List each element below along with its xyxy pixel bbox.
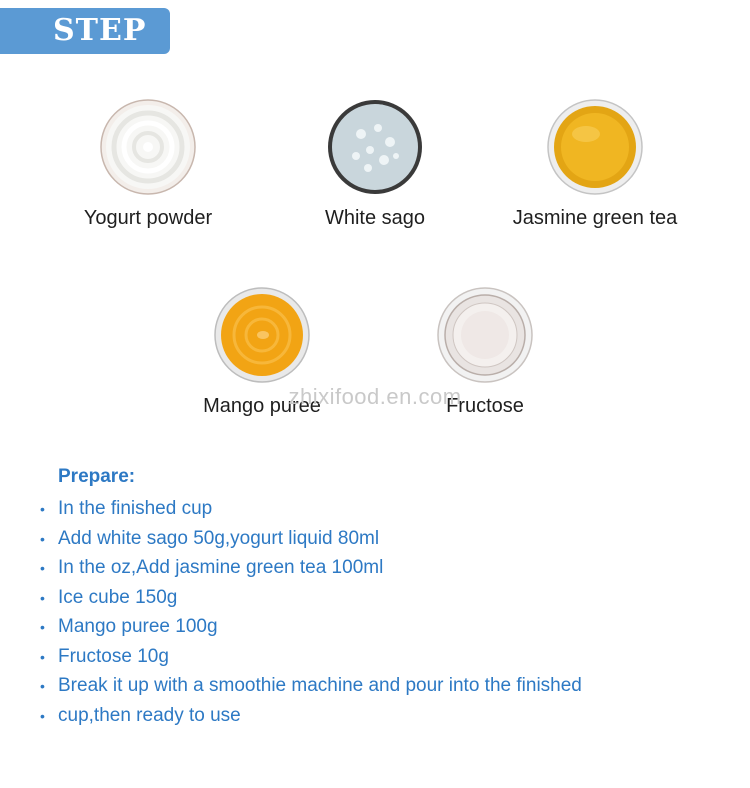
list-item — [40, 494, 582, 524]
ingredient-label: Yogurt powder — [83, 207, 213, 229]
bullet-icon: • — [40, 560, 45, 576]
prepare-title: Prepare: — [58, 466, 136, 487]
ingredient-label: Jasmine green tea — [512, 207, 678, 229]
bullet-icon: • — [40, 530, 45, 547]
list-item — [40, 612, 582, 642]
step-text: Add white sago 50g,yogurt liquid 80ml — [58, 527, 380, 549]
list-item — [40, 524, 582, 554]
fructose-bowl-icon — [436, 286, 534, 384]
list-item — [40, 701, 582, 731]
ingredient-label: Fructose — [446, 395, 524, 417]
ingredient-yogurt-powder — [53, 98, 243, 230]
bullet-icon: • — [40, 589, 45, 606]
step-text: In the oz,Add jasmine green tea 100ml — [58, 557, 384, 578]
list-item — [40, 583, 582, 613]
mango-puree-bowl-icon — [213, 286, 311, 384]
step-text: Ice cube 150g — [58, 586, 178, 608]
step-text: Mango puree 100g — [58, 616, 218, 637]
ingredient-label: Mango puree — [203, 395, 321, 417]
watermark: zhixifood.en.com — [288, 384, 462, 409]
step-text: cup,then ready to use — [58, 704, 241, 726]
ingredient-jasmine-tea — [500, 98, 690, 230]
jasmine-tea-bowl-icon — [546, 98, 644, 196]
list-item — [40, 553, 582, 583]
yogurt-powder-bowl-icon — [99, 98, 197, 196]
prepare-steps-list — [40, 494, 582, 730]
white-sago-bowl-icon — [326, 98, 424, 196]
list-item — [40, 642, 582, 672]
bullet-icon: • — [40, 648, 45, 665]
step-text: Fructose 10g — [58, 645, 169, 667]
list-item — [40, 671, 582, 701]
ingredient-white-sago — [280, 98, 470, 230]
bullet-icon: • — [40, 678, 45, 694]
step-text: In the finished cup — [58, 498, 213, 519]
step-text: Break it up with a smoothie machine and pour into the finished — [58, 675, 582, 696]
bullet-icon: • — [40, 619, 45, 635]
bullet-icon: • — [40, 501, 45, 517]
step-header-label: STEP — [53, 13, 147, 48]
ingredient-label: White sago — [324, 207, 426, 229]
bullet-icon: • — [40, 707, 45, 724]
